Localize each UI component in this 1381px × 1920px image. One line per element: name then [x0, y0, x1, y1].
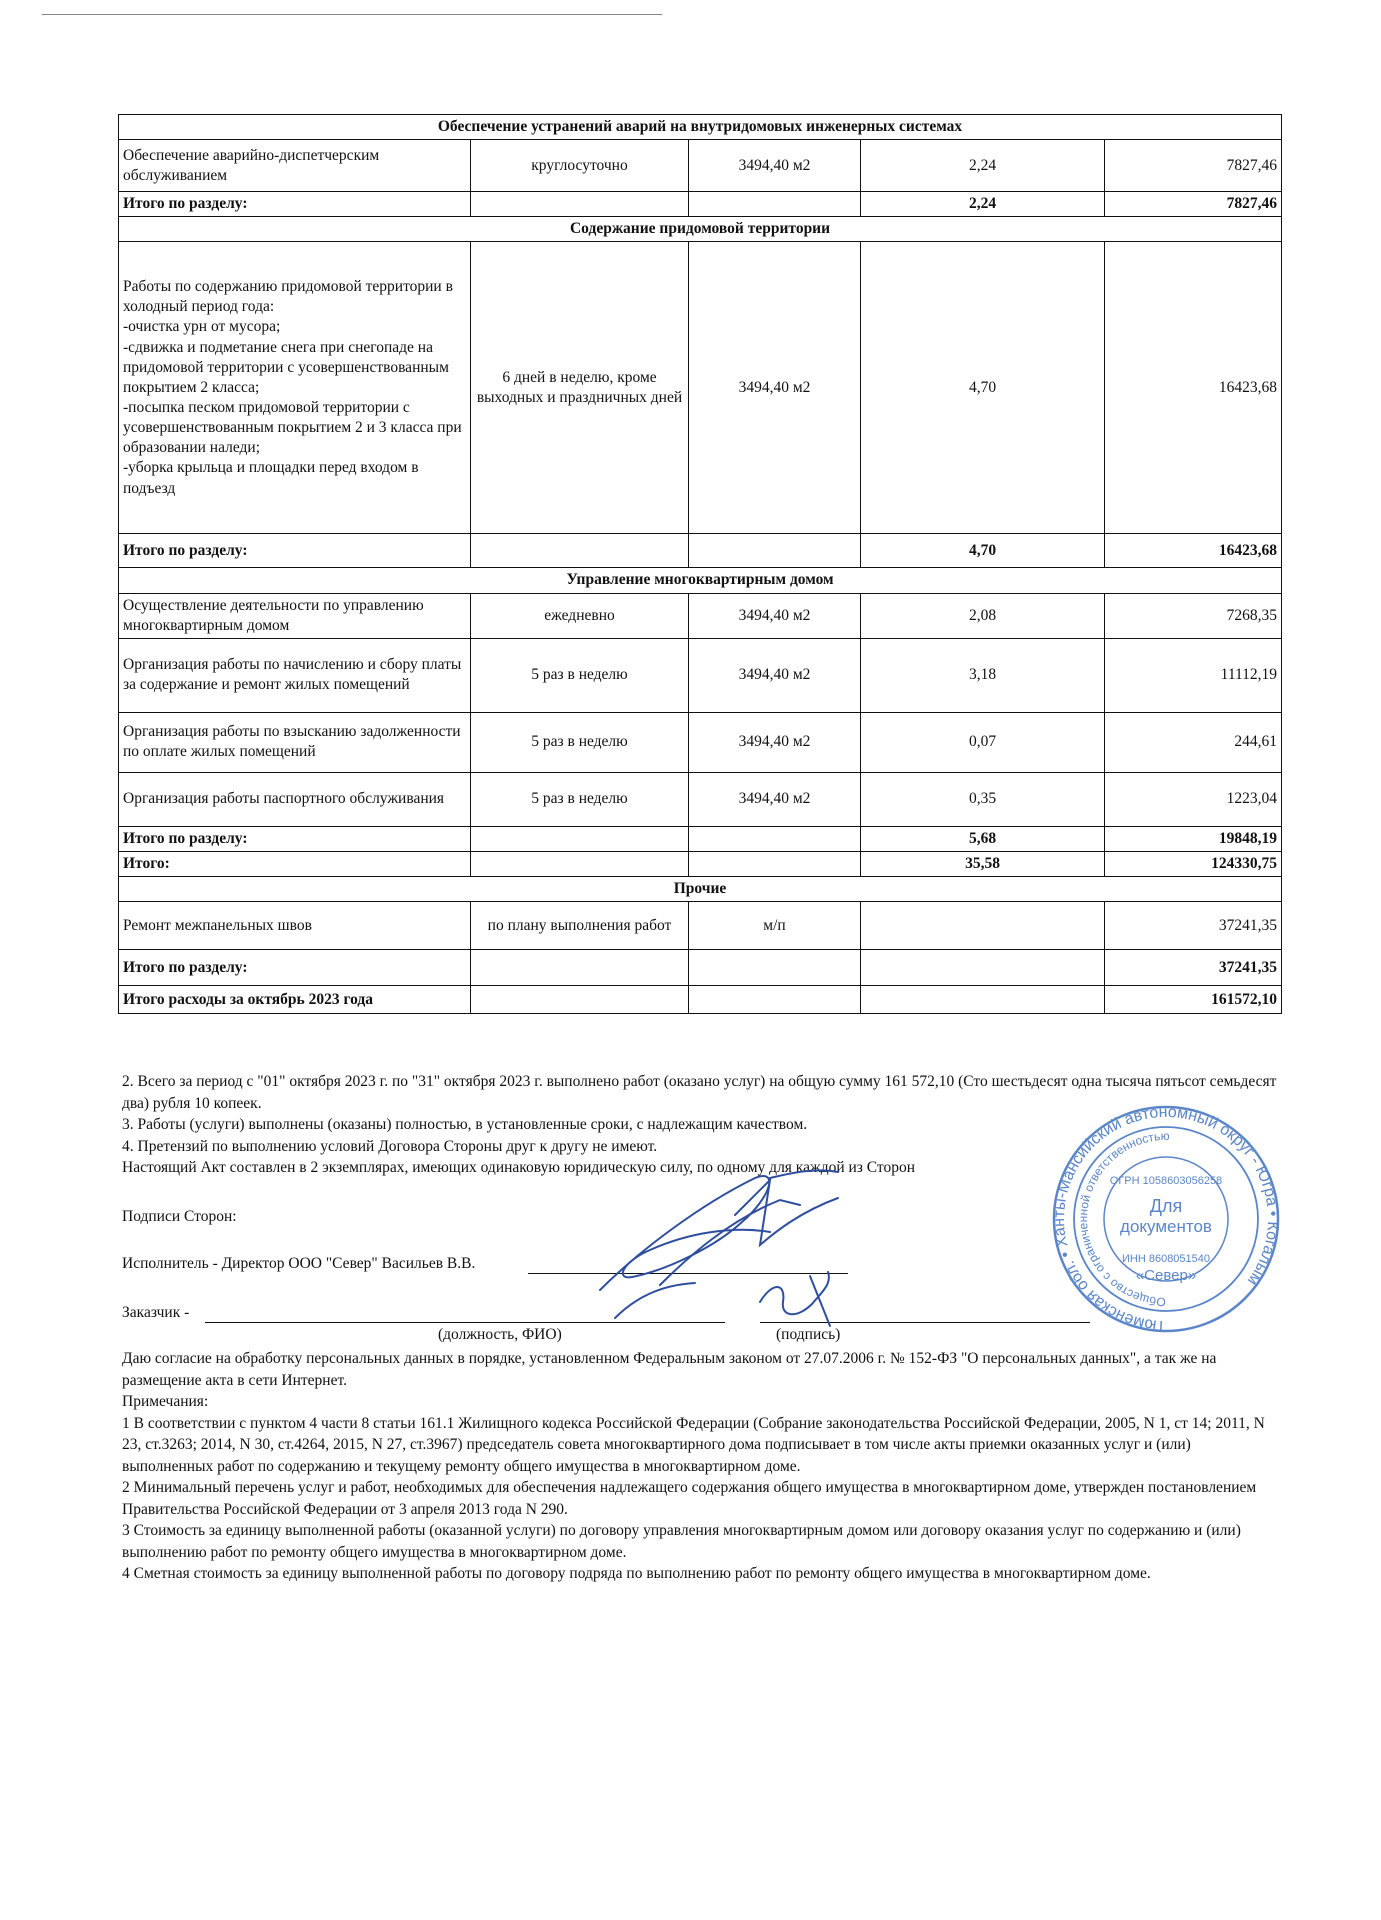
note-item: 2 Минимальный перечень услуг и работ, необходимых для обеспечения надлежащего содержания общего имущества в многоквартирном доме, утвержден постановлением Правительства Российской Федерации от 3 апреля 2013 года N 290.: [122, 1479, 1257, 1518]
act-table: [118, 114, 1282, 1014]
total-sum: 37241,35: [1105, 950, 1282, 986]
notes-title: Примечания:: [122, 1393, 209, 1410]
service-sum: 7268,35: [1105, 593, 1282, 638]
grand-total-rate: 35,58: [861, 851, 1105, 876]
signature-caption: (подпись): [776, 1326, 841, 1343]
service-area: 3494,40 м2: [689, 140, 861, 192]
service-area: 3494,40 м2: [689, 772, 861, 826]
consent-and-notes: [122, 1348, 1284, 1585]
total-label: Итого по разделу:: [119, 950, 471, 986]
total-label: Итого по разделу:: [119, 192, 471, 217]
section-title: Содержание придомовой территории: [119, 217, 1282, 242]
paragraph-quality: 3. Работы (услуги) выполнены (оказаны) полностью, в установленные сроки, с надлежащим качеством.: [122, 1116, 808, 1133]
paragraph-no-claims: 4. Претензий по выполнению условий Договора Стороны друг к другу не имеют.: [122, 1137, 658, 1155]
empty-cell: [471, 950, 689, 986]
total-sum: 7827,46: [1105, 192, 1282, 217]
empty-cell: [689, 826, 861, 851]
service-sum: 1223,04: [1105, 772, 1282, 826]
service-frequency: 5 раз в неделю: [471, 638, 689, 712]
section-title: Обеспечение устранений аварий на внутридомовых инженерных системах: [119, 115, 1282, 140]
empty-cell: [689, 534, 861, 568]
customer-signature-line: Заказчик -: [122, 1304, 190, 1321]
service-rate: 4,70: [861, 242, 1105, 534]
service-name: Ремонт межпанельных швов: [119, 902, 471, 950]
service-area: 3494,40 м2: [689, 638, 861, 712]
section-header-row: [119, 217, 1282, 242]
total-label: Итого по разделу:: [119, 826, 471, 851]
service-rate: [861, 902, 1105, 950]
scan-top-edge: [42, 14, 662, 15]
service-name: Организация работы паспортного обслуживания: [119, 772, 471, 826]
position-caption: (должность, ФИО): [438, 1326, 562, 1343]
stamp-ring-text: Тюменская обл. • Ханты-Мансийский автономный округ - Югра • Когалым: [1050, 1103, 1282, 1335]
final-total-label: Итого расходы за октябрь 2023 года: [119, 986, 471, 1014]
total-sum: 19848,19: [1105, 826, 1282, 851]
signatures-heading: Подписи Сторон:: [122, 1208, 237, 1225]
empty-cell: [861, 986, 1105, 1014]
service-rate: 2,24: [861, 140, 1105, 192]
service-name: Обеспечение аварийно-диспетчерским обслуживанием: [119, 140, 471, 192]
service-sum: 37241,35: [1105, 902, 1282, 950]
grand-total-label: Итого:: [119, 851, 471, 876]
section-title: Управление многоквартирным домом: [119, 568, 1282, 593]
empty-cell: [689, 986, 861, 1014]
service-area: 3494,40 м2: [689, 712, 861, 772]
stamp-inn: ИНН 8608051540: [1121, 1253, 1211, 1265]
stamp-center-line-1: Для: [1149, 1196, 1183, 1216]
empty-cell: [471, 192, 689, 217]
section-title: Прочие: [119, 877, 1282, 902]
paragraph-total-amount: 2. Всего за период с "01" октября 2023 г. по "31" октября 2023 г. выполнено работ (оказано услуг) на общую сумму 161 572,10 (Сто шестьдесят одна тысяча пятьсот семьдесят два) рубля 10 копеек.: [122, 1073, 1277, 1112]
section-total-row: [119, 826, 1282, 851]
total-sum: 16423,68: [1105, 534, 1282, 568]
service-frequency: 5 раз в неделю: [471, 712, 689, 772]
service-frequency: круглосуточно: [471, 140, 689, 192]
service-sum: 244,61: [1105, 712, 1282, 772]
summary-paragraphs: [122, 1071, 1284, 1179]
paragraph-copies: Настоящий Акт составлен в 2 экземплярах, имеющих одинаковую юридическую силу, по одному для каждой из Сторон: [122, 1159, 916, 1176]
stamp-inner-ring-text: Общество с ограниченной ответственностью: [1076, 1128, 1170, 1310]
service-rate: 3,18: [861, 638, 1105, 712]
service-name: Организация работы по взысканию задолженности по оплате жилых помещений: [119, 712, 471, 772]
table-row: [119, 902, 1282, 950]
section-total-row: [119, 950, 1282, 986]
service-rate: 0,07: [861, 712, 1105, 772]
empty-cell: [471, 986, 689, 1014]
grand-total-sum: 124330,75: [1105, 851, 1282, 876]
note-item: 4 Сметная стоимость за единицу выполненной работы по договору подряда по выполнению работ по ремонту общего имущества в многоквартирном доме.: [122, 1565, 1151, 1582]
service-rate: 0,35: [861, 772, 1105, 826]
total-rate: 2,24: [861, 192, 1105, 217]
final-total-row: [119, 986, 1282, 1014]
service-sum: 11112,19: [1105, 638, 1282, 712]
empty-cell: [689, 192, 861, 217]
executor-signature-line: Исполнитель - Директор ООО "Север" Васильев В.В.: [122, 1255, 476, 1272]
executor-underline: [528, 1273, 848, 1274]
service-frequency: 6 дней в неделю, кроме выходных и праздничных дней: [471, 242, 689, 534]
table-row: [119, 712, 1282, 772]
table-row: [119, 593, 1282, 638]
empty-cell: [471, 534, 689, 568]
section-header-row: [119, 115, 1282, 140]
section-header-row: [119, 877, 1282, 902]
note-item: 3 Стоимость за единицу выполненной работы (оказанной услуги) по договору управления многоквартирным домом или договору оказания услуг по содержанию и (или) выполнению работ по ремонту общего имущества в многоквартирном доме.: [122, 1522, 1241, 1561]
grand-total-row: [119, 851, 1282, 876]
empty-cell: [689, 950, 861, 986]
total-rate: 5,68: [861, 826, 1105, 851]
total-rate: 4,70: [861, 534, 1105, 568]
note-item: 1 В соответствии с пунктом 4 части 8 статьи 161.1 Жилищного кодекса Российской Федерации (Собрание законодательства Российской Федерации, 2005, N 1, ст 14; 2011, N 23, ст.3263; 2014, N 30, ст.4264, 2015, N 27, ст.3967) председатель совета многоквартирного дома подписывает в том числе акты приемки оказанных услуг и (или) выполненных работ по содержанию и текущему ремонту общего имущества в многоквартирном доме.: [122, 1414, 1265, 1475]
customer-signature-underline: [760, 1322, 1090, 1323]
service-name: Осуществление деятельности по управлению многоквартирным домом: [119, 593, 471, 638]
empty-cell: [471, 851, 689, 876]
service-frequency: ежедневно: [471, 593, 689, 638]
service-name: Работы по содержанию придомовой территории в холодный период года: -очистка урн от мусора; -сдвижка и подметание снега при снегопаде на придомовой территории с усовершенствованным покрытием 2 класса; -посыпка песком придомовой территории с усовершенствованным покрытием 2 и 3 класса при образовании наледи; -уборка крыльца и площадки перед входом в подъезд: [119, 242, 471, 534]
service-area: 3494,40 м2: [689, 242, 861, 534]
stamp-center-line-2: документов: [1120, 1217, 1212, 1236]
table-row: [119, 140, 1282, 192]
final-total-sum: 161572,10: [1105, 986, 1282, 1014]
table-row: [119, 638, 1282, 712]
service-sum: 7827,46: [1105, 140, 1282, 192]
service-frequency: 5 раз в неделю: [471, 772, 689, 826]
handwritten-signature: [600, 1170, 838, 1326]
table-row: [119, 242, 1282, 534]
consent-text: Даю согласие на обработку персональных данных в порядке, установленном Федеральным законом от 27.07.2006 г. № 152-ФЗ "О персональных данных", а так же на размещение акта в сети Интернет.: [122, 1350, 1217, 1389]
empty-cell: [861, 950, 1105, 986]
empty-cell: [689, 851, 861, 876]
service-area: 3494,40 м2: [689, 593, 861, 638]
service-rate: 2,08: [861, 593, 1105, 638]
section-total-row: [119, 192, 1282, 217]
empty-cell: [471, 826, 689, 851]
service-sum: 16423,68: [1105, 242, 1282, 534]
stamp-company-name: «Север»: [1135, 1267, 1197, 1284]
service-name: Организация работы по начислению и сбору платы за содержание и ремонт жилых помещений: [119, 638, 471, 712]
service-frequency: по плану выполнения работ: [471, 902, 689, 950]
customer-position-underline: [205, 1322, 725, 1323]
total-label: Итого по разделу:: [119, 534, 471, 568]
section-total-row: [119, 534, 1282, 568]
stamp-ogrn: ОГРН 1058603056258: [1109, 1175, 1223, 1187]
service-area: м/п: [689, 902, 861, 950]
table-row: [119, 772, 1282, 826]
section-header-row: [119, 568, 1282, 593]
